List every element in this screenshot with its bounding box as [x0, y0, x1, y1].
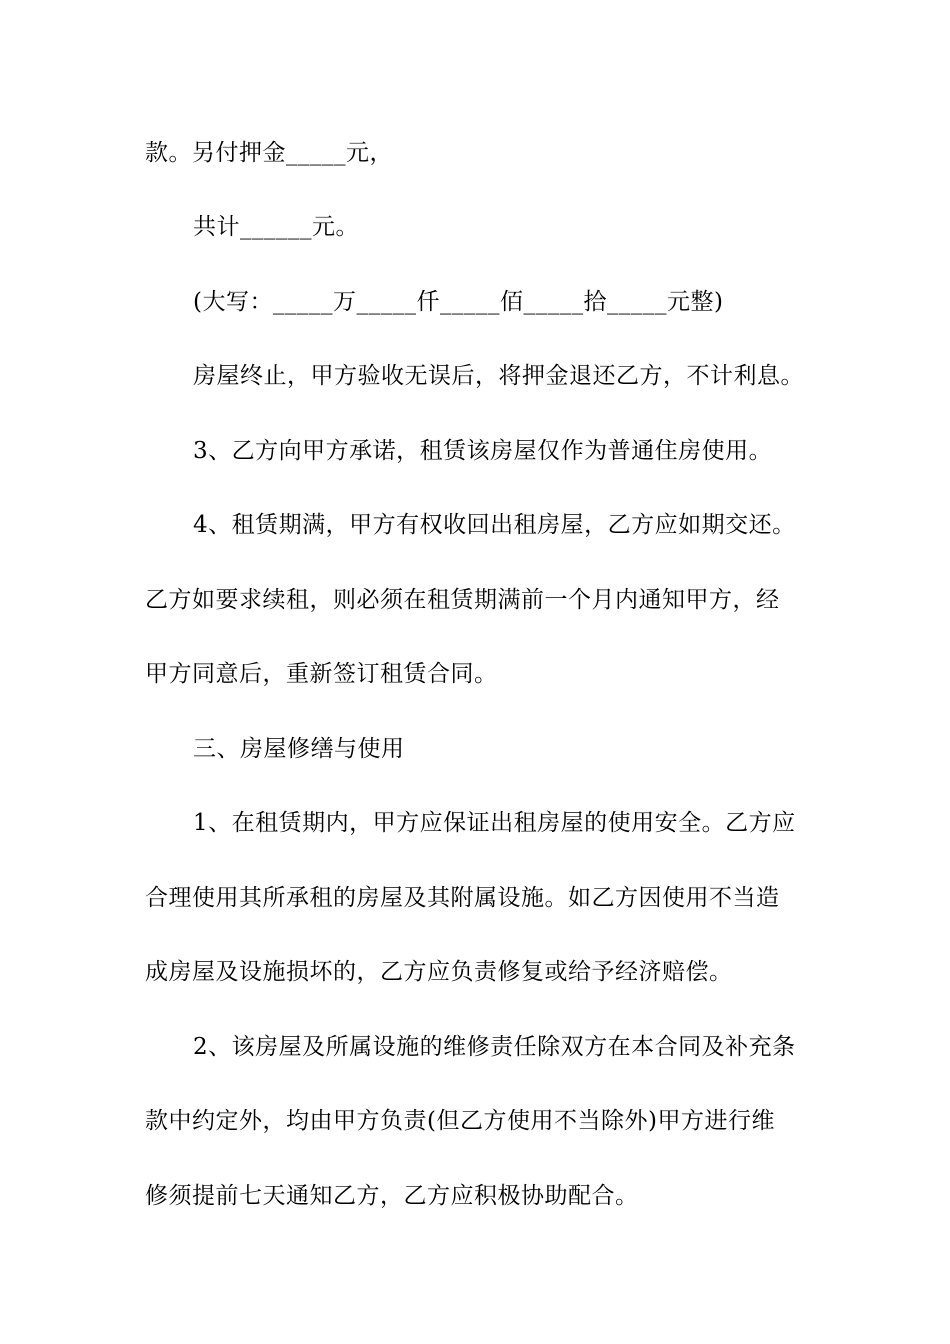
- text-line: 成房屋及设施损坏的，乙方应负责修复或给予经济赔偿。: [145, 959, 733, 985]
- text-line: 1、在租赁期内，甲方应保证出租房屋的使用安全。乙方应: [193, 810, 796, 836]
- text-line: 4、租赁期满，甲方有权收回出租房屋，乙方应如期交还。: [193, 512, 796, 538]
- text-line: 乙方如要求续租，则必须在租赁期满前一个月内通知甲方，经: [145, 587, 780, 613]
- text-line: 房屋终止，甲方验收无误后，将押金退还乙方，不计利息。: [193, 363, 804, 389]
- section-heading: 三、房屋修缮与使用: [193, 736, 405, 762]
- text-line: 款中约定外，均由甲方负责(但乙方使用不当除外)甲方进行维: [145, 1108, 775, 1134]
- text-line: 共计______元。: [193, 214, 359, 240]
- text-line: 修须提前七天通知乙方，乙方应积极协助配合。: [145, 1183, 639, 1209]
- text-line: 甲方同意后，重新签订租赁合同。: [145, 661, 498, 687]
- text-line: 2、该房屋及所属设施的维修责任除双方在本合同及补充条: [193, 1034, 796, 1060]
- text-line: 合理使用其所承租的房屋及其附属设施。如乙方因使用不当造: [145, 885, 780, 911]
- text-line: 3、乙方向甲方承诺，租赁该房屋仅作为普通住房使用。: [193, 438, 773, 464]
- text-line: 款。另付押金_____元，: [145, 140, 393, 166]
- text-line: (大写：_____万_____仟_____佰_____拾_____元整): [193, 289, 724, 315]
